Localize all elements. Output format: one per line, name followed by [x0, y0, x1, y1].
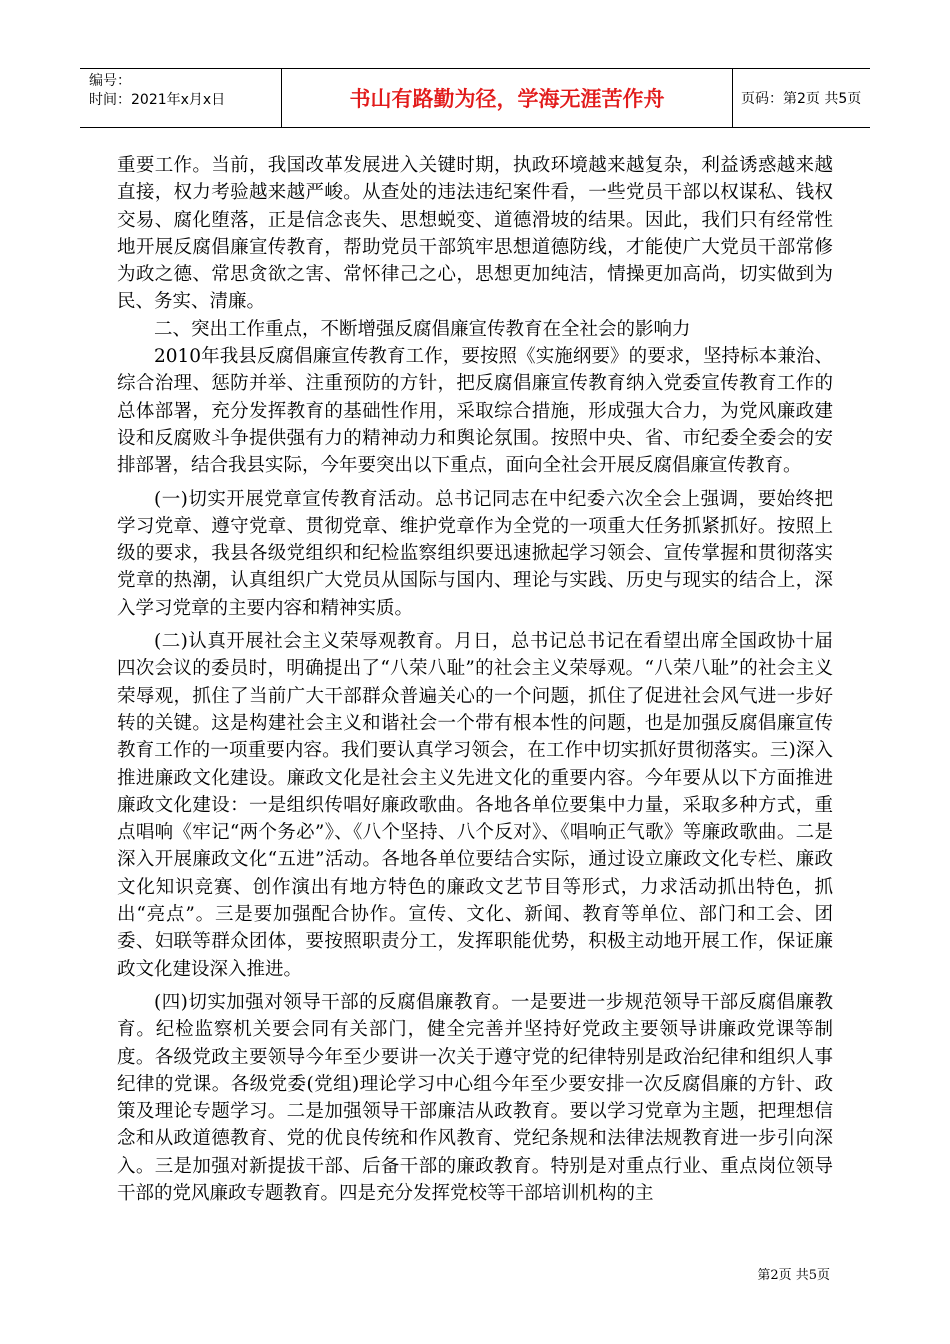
page-footer: 第2页 共5页 [757, 1268, 830, 1283]
paragraph: (四)切实加强对领导干部的反腐倡廉教育。一是要进一步规范领导干部反腐倡廉教育。纪检监察机关要会同有关部门，健全完善并坚持好党政主要领导讲廉政党课等制度。各级党政主要领导今年至少要讲一次关于遵守党的纪律特别是政治纪律和组织人事纪律的党课。各级党委(党组)理论学习中心组今年至少要安排一次反腐倡廉的方针、政策及理论专题学习。二是加强领导干部廉洁从政教育。要以学习党章为主题，把理想信念和从政道德教育、党的优良传统和作风教育、党纪条规和法律法规教育进一步引向深入。三是加强对新提拔干部、后备干部的廉政教育。特别是对重点行业、重点岗位领导干部的党风廉政专题教育。四是充分发挥党校等干部培训机构的主 [117, 991, 833, 1204]
paragraph: (一)切实开展党章宣传教育活动。总书记同志在中纪委六次全会上强调，要始终把学习党章、遵守党章、贯彻党章、维护党章作为全党的一项重大任务抓紧抓好。按照上级的要求，我县各级党组织和纪检监察组织要迅速掀起学习领会、宣传掌握和贯彻落实党章的热潮，认真组织广大党员从国际与国内、理论与实践、历史与现实的结合上，深入学习党章的主要内容和精神实质。 [117, 488, 833, 619]
document-body [117, 152, 833, 1207]
header-page-info: 页码：第2页 共5页 [741, 91, 862, 107]
paragraph: 2010年我县反腐倡廉宣传教育工作，要按照《实施纲要》的要求，坚持标本兼治、综合治理、惩防并举、注重预防的方针，把反腐倡廉宣传教育纳入党委宣传教育工作的总体部署，充分发挥教育的基础性作用，采取综合措施，形成强大合力，为党风廉政建设和反腐败斗争提供强有力的精神动力和舆论氛围。按照中央、省、市纪委全委会的安排部署，结合我县实际，今年要突出以下重点，面向全社会开展反腐倡廉宣传教育。 [117, 346, 833, 477]
doc-number-label: 编号： [89, 73, 131, 89]
time-label: 时间：2021年x月x日 [89, 92, 226, 108]
page-header [80, 68, 870, 128]
paragraph: (二)认真开展社会主义荣辱观教育。月日，总书记总书记在看望出席全国政协十届四次会议的委员时，明确提出了“八荣八耻”的社会主义荣辱观。“八荣八耻”的社会主义荣辱观，抓住了当前广大干部群众普遍关心的一个问题，抓住了促进社会风气进一步好转的关键。这是构建社会主义和谐社会一个带有根本性的问题，也是加强反腐倡廉宣传教育工作的一项重要内容。我们要认真学习领会，在工作中切实抓好贯彻落实。三)深入推进廉政文化建设。廉政文化是社会主义先进文化的重要内容。今年要从以下方面推进廉政文化建设：一是组织传唱好廉政歌曲。各地各单位要集中力量，采取多种方式，重点唱响《牢记“两个务必”》、《八个坚持、八个反对》、《唱响正气歌》等廉政歌曲。二是深入开展廉政文化“五进”活动。各地各单位要结合实际，通过设立廉政文化专栏、廉政文化知识竞赛、创作演出有地方特色的廉政文艺节目等形式，力求活动抓出特色，抓出“亮点”。三是要加强配合协作。宣传、文化、新闻、教育等单位、部门和工会、团委、妇联等群众团体，要按照职责分工，发挥职能优势，积极主动地开展工作，保证廉政文化建设深入推进。 [117, 631, 833, 980]
section-heading: 二、突出工作重点，不断增强反腐倡廉宣传教育在全社会的影响力 [154, 318, 691, 340]
header-motto: 书山有路勤为径，学海无涯苦作舟 [282, 69, 733, 127]
paragraph: 重要工作。当前，我国改革发展进入关键时期，执政环境越来越复杂，利益诱惑越来越直接，权力考验越来越严峻。从查处的违法违纪案件看，一些党员干部以权谋私、钱权交易、腐化堕落，正是信念丧失、思想蜕变、道德滑坡的结果。因此，我们只有经常性地开展反腐倡廉宣传教育，帮助党员干部筑牢思想道德防线，才能使广大党员干部常修为政之德、常思贪欲之害、常怀律己之心，思想更加纯洁，情操更加高尚，切实做到为民、务实、清廉。 [117, 155, 833, 313]
header-meta [80, 69, 282, 127]
